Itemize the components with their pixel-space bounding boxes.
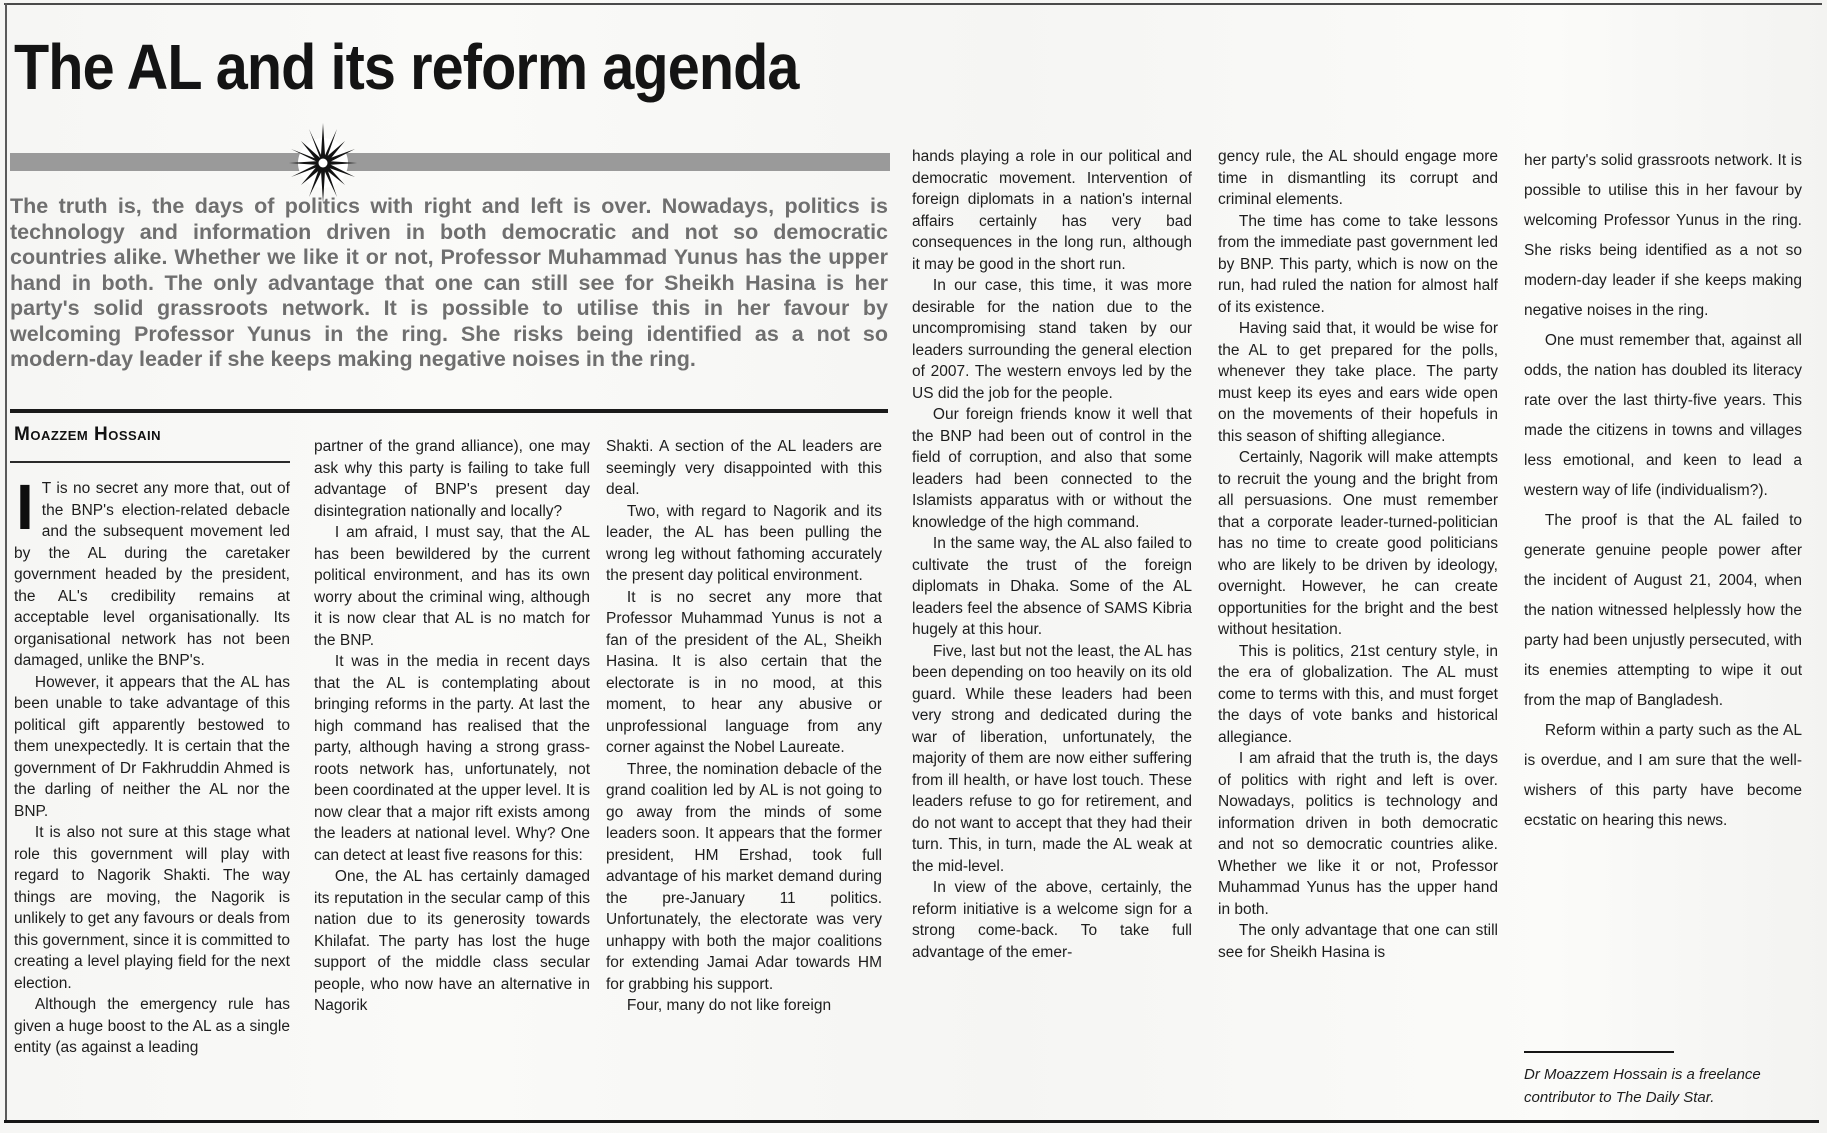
paragraph: Although the emergency rule has given a huge boost to the AL as a single entity (as against a leading xyxy=(14,996,290,1056)
starburst-icon xyxy=(282,122,364,204)
left-edge-rule xyxy=(5,3,7,1120)
top-rule xyxy=(4,3,1822,5)
paragraph: Shakti. A section of the AL leaders are seemingly very disappointed with this deal. xyxy=(606,438,882,498)
opening-paragraph xyxy=(14,478,290,672)
article-column-1 xyxy=(14,478,290,1115)
paragraph: partner of the grand alliance), one may ask why this party is failing to take full advantage of BNP's present day disintegration nationally and locally? xyxy=(314,438,590,520)
article-column-2 xyxy=(314,436,590,1115)
paragraph: However, it appears that the AL has been unable to take advantage of this political gift apparently bestowed to them unexpectedly. It is certain that the government of Dr Fakhruddin Ahmed is the darling of neither the AL nor the BNP. xyxy=(14,673,290,820)
paragraph: Five, last but not the least, the AL has been depending on too heavily on its old guard. While these leaders had been very strong and dedicated during the war of liberation, unfortunately, the majority of them are now either suffering from ill health, or have lost touch. These leaders refuse to go for retirement, and do not want to accept that they had their turn. This, in turn, made the AL weak at the mid-level. xyxy=(912,642,1192,875)
paragraph: It is no secret any more that Professor Muhammad Yunus is not a fan of the president of the AL, Sheikh Hasina. It is also certain that the electorate is in no mood, at this moment, to hear any abusive or unprofessional language from any corner against the Nobel Laureate. xyxy=(606,588,882,756)
article-column-4 xyxy=(912,146,1192,1115)
paragraph: Two, with regard to Nagorik and its leader, the AL has been pulling the wrong leg without fathoming accurately the present day political environment. xyxy=(606,502,882,584)
kicker-bar xyxy=(10,153,890,171)
paragraph: Certainly, Nagorik will make attempts to recruit the young and the bright from all persuasions. One must remember that a corporate leader-turned-politician has no time to create good politicians who are likely to be driven by ideology, overnight. However, he can create opportunities for the bright and the best without hesitation. xyxy=(1218,449,1498,638)
paragraph: In the same way, the AL also failed to cultivate the trust of the foreign diplomats in Dhaka. Some of the AL leaders feel the absence of SAMS Kibria hugely at this hour. xyxy=(912,535,1192,638)
paragraph: The only advantage that one can still see for Sheikh Hasina is xyxy=(1218,922,1498,961)
paragraph: Four, many do not like foreign xyxy=(626,997,832,1014)
paragraph: I am afraid that the truth is, the days of politics with right and left is over. Nowadays, politics is technology and information driven in both democratic and not so democratic countries alike. Whether we like it or not, Professor Muhammad Yunus has the upper hand in both. xyxy=(1218,750,1498,918)
paragraph: The proof is that the AL failed to generate genuine people power after the incident of August 21, 2004, when the nation witnessed helplessly how the party had been unjustly persecuted, with its enemies attempting to wipe it out from the map of Bangladesh. xyxy=(1524,512,1802,709)
paragraph: Three, the nomination debacle of the grand coalition led by AL is not going to go away from the minds of some leaders soon. It appears that the former president, HM Ershad, took full advantage of his market demand during the pre-January 11 politics. Unfortunately, the electorate was very unhappy with both the major coalitions for extending Jamai Adar towards HM for grabbing his support. xyxy=(606,760,882,993)
paragraph: gency rule, the AL should engage more time in dismantling its corrupt and criminal elements. xyxy=(1218,148,1498,208)
article-column-5 xyxy=(1218,146,1498,1115)
credit-text: Dr Moazzem Hossain is a freelance contributor to The Daily Star. xyxy=(1524,1065,1761,1106)
paragraph: One, the AL has certainly damaged its reputation in the secular camp of this nation due to its generosity towards Khilafat. The party has lost the huge support of the middle class secular people, who now have an alternative in Nagorik xyxy=(314,868,590,1014)
paragraph: It was in the media in recent days that the AL is contemplating about bringing reforms in the party. At last the high command has realised that the party, although having a strong grass-roots network has, unfortunately, not been coordinated at the upper level. It is now clear that a major rift exists among the leaders at national level. Why? One can detect at least five reasons for this: xyxy=(314,653,590,864)
paragraph: The time has come to take lessons from the immediate past government led by BNP. This party, which is now on the run, had ruled the nation for almost half of its existence. xyxy=(1218,212,1498,316)
paragraph: This is politics, 21st century style, in the era of globalization. The AL must come to terms with this, and must forget the days of vote banks and historical allegiance. xyxy=(1218,642,1498,746)
headline: The AL and its reform agenda xyxy=(14,31,799,103)
byline-rule xyxy=(10,461,290,463)
paragraph: It is also not sure at this stage what role this government will play with regard to Nagorik Shakti. The way things are moving, the Nagorik is unlikely to get any favours or deals from this government, since it is committed to creating a level playing field for the next election. xyxy=(14,824,290,992)
paragraph: I am afraid, I must say, that the AL has been bewildered by the current political environment, and has its own worry about the criminal wing, although it is now clear that AL is no match for the BNP. xyxy=(314,524,590,649)
paragraph: Our foreign friends know it well that the BNP had been out of control in the field of corruption, and also that some leaders had been connected to the Islamists apparatus with or without the knowledge of the high command. xyxy=(912,406,1192,531)
paragraph: In view of the above, certainly, the reform initiative is a welcome sign for a strong come-back. To take full advantage of the emer- xyxy=(912,879,1192,961)
lede-paragraph: The truth is, the days of politics with right and left is over. Nowadays, politics is technology and information driven in both democratic and not so democratic countries alike. Whether we like it or not, Professor Muhammad Yunus has the upper hand in both. The only advantage that one can still see for Sheikh Hasina is her party's solid grassroots network. It is possible to utilise this in her favour by welcoming Professor Yunus in the ring. She risks being identified as a not so modern-day leader if she keeps making negative noises in the ring. xyxy=(10,194,888,371)
paragraph: In our case, this time, it was more desirable for the nation due to the uncompromising stand taken by our leaders surrounding the general election of 2007. The western envoys led by the US did the job for the people. xyxy=(912,277,1192,402)
paragraph: Reform within a party such as the AL is overdue, and I am sure that the well-wishers of this party have become ecstatic on hearing this news. xyxy=(1524,722,1802,829)
article-column-3 xyxy=(606,436,882,1115)
lede-rule xyxy=(10,409,888,413)
bottom-rule xyxy=(4,1120,1819,1123)
paragraph: hands playing a role in our political and democratic movement. Intervention of foreign diplomats in a nation's internal affairs certainly has very bad consequences in the long run, although it may be good in the short run. xyxy=(912,148,1192,273)
byline: Moazzem Hossain xyxy=(14,424,162,445)
article-column-6 xyxy=(1524,146,1802,1115)
opening-text: T is no secret any more that, out of the BNP's election-related debacle and the subsequent movement led by the AL during the caretaker government headed by the president, the AL's credibility remains at acceptable level organisationally. Its organisational network has not been damaged, unlike the BNP's. xyxy=(14,480,290,669)
credit-block xyxy=(1524,1051,1802,1110)
paragraph: her party's solid grassroots network. It is possible to utilise this in her favour by welcoming Professor Yunus in the ring. She risks being identified as a not so modern-day leader if she keeps making negative noises in the ring. xyxy=(1524,152,1802,319)
drop-cap: I xyxy=(16,478,34,543)
paragraph: Having said that, it would be wise for the AL to get prepared for the polls, whenever they take place. The party must keep its eyes and ears wide open on the movements of their hopefuls in this season of shifting allegiance. xyxy=(1218,320,1498,445)
credit-rule xyxy=(1524,1051,1674,1053)
paragraph: One must remember that, against all odds, the nation has doubled its literacy rate over the last thirty-five years. This made the citizens in towns and villages less emotional, and keen to lead a western way of life (individualism?). xyxy=(1524,332,1802,499)
